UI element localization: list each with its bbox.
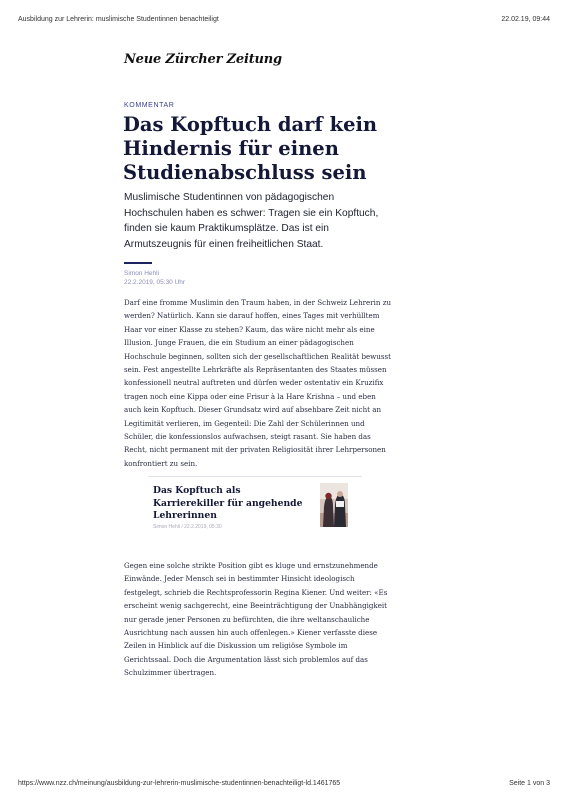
print-page-title: Ausbildung zur Lehrerin: muslimische Studentinnen benachteiligt	[18, 16, 219, 23]
article-paragraph: Darf eine fromme Muslimin den Traum haben, in der Schweiz Lehrerin zu werden? Natürlich. Kann sie darauf hoffen, eines Tages mit verhülltem Haar vor einer Klasse zu stehen? Kaum, das wäre nicht mehr als eine Illusion. Junge Frauen, die ein Studium an einer pädagogischen Hochschule beginnen, sollten sich der gesellschaftlichen Realität bewusst sein. Fest angestellte Lehrkräfte als Repräsentanten des Staates müssen konfessionell neutral auftreten und dürfen weder ostentativ ein Kruzifix tragen noch eine Kippa oder eine Frisur à la Hare Krishna – und eben auch kein Kopftuch. Dieser Grundsatz wird auf absehbare Zeit nicht an Legitimität verlieren, im Gegenteil: Die Zahl der Schülerinnen und Schüler, die konfessionslos aufwachsen, steigt rasant. Sie haben das Recht, nicht permanent mit der privaten Religiosität ihrer Lehrpersonen konfrontiert zu sein.	[124, 298, 392, 468]
article-byline	[124, 269, 185, 287]
print-datetime: 22.02.19, 09:44	[501, 16, 550, 23]
article-headline: Das Kopftuch darf kein Hindernis für einen Studienabschluss sein	[123, 113, 378, 184]
teaser-title[interactable]: Das Kopftuch als Karrierekiller für angehende Lehrerinnen	[153, 485, 303, 521]
article-lead: Muslimische Studentinnen von pädagogischen Hochschulen haben es schwer: Tragen sie ein Kopftuch, finden sie kaum Praktikumsplätze. Das ist ein Armutszeugnis für einen freiheitlichen Staat.	[124, 192, 379, 250]
nzz-logo[interactable]: Neue Zürcher Zeitung	[124, 52, 282, 67]
author-name[interactable]: Simon Hehli	[124, 270, 160, 277]
print-page-number: Seite 1 von 3	[509, 780, 550, 787]
print-header	[18, 16, 550, 23]
teaser-thumbnail-image	[320, 483, 348, 527]
author-divider	[124, 262, 152, 264]
print-footer	[18, 780, 550, 787]
teaser-thumbnail[interactable]	[320, 483, 348, 527]
article-paragraph: Gegen eine solche strikte Position gibt es kluge und ernstzunehmende Einwände. Jeder Mensch sei in bestimmter Hinsicht ideologisch festgelegt, schrieb die Rechtsprofessorin Regina Kiener. Und weiter: «Es erscheint wenig sachgerecht, eine Beeinträchtigung der Unabhängigkeit nur gerade jener Personen zu befürchten, die ihre weltanschauliche Ausrichtung nach aussen hin auch offenlegen.» Kiener verfasste diese Zeilen in Hinblick auf die Diskussion um religiöse Symbole im Gerichtssaal. Doch die Argumentation lässt sich problemlos auf das Schulzimmer übertragen.	[124, 561, 388, 678]
print-url: https://www.nzz.ch/meinung/ausbildung-zur-lehrerin-muslimische-studentinnen-benachteiligt-ld.1461765	[18, 780, 341, 787]
publish-date: 22.2.2019, 05:30 Uhr	[124, 279, 186, 286]
related-article-teaser[interactable]	[148, 476, 362, 537]
article-kicker[interactable]: KOMMENTAR	[124, 102, 175, 109]
teaser-meta: Simon Hehli / 22.2.2019, 05:30	[153, 524, 222, 530]
